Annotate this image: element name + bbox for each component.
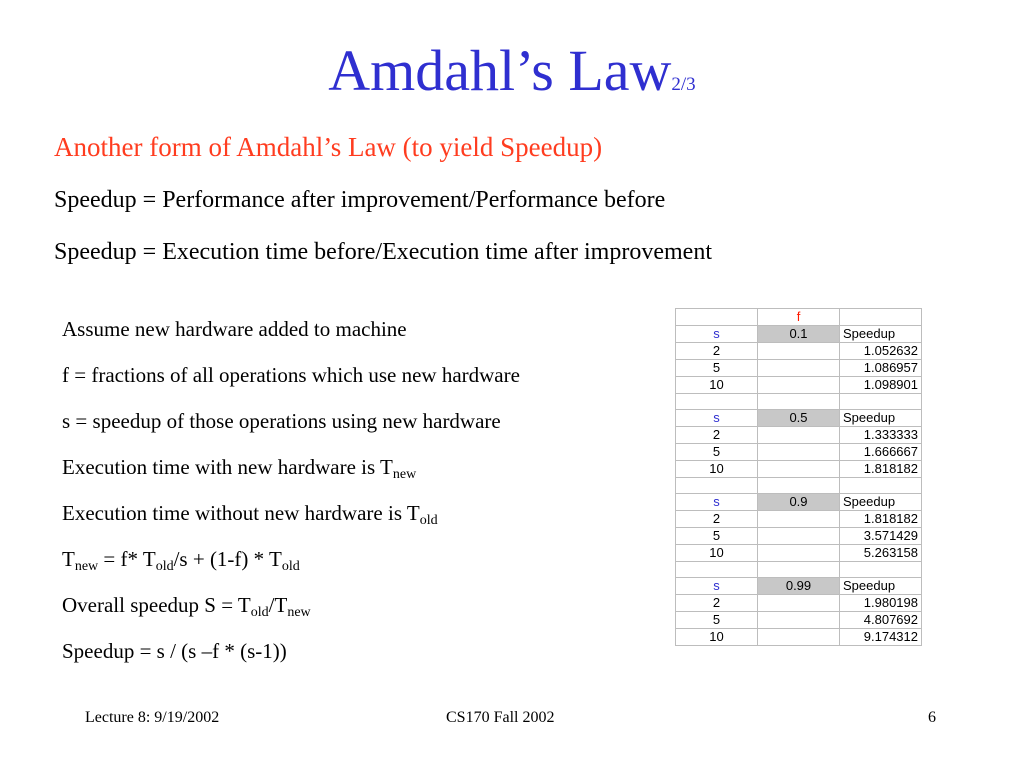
table-cell bbox=[758, 444, 840, 461]
table-cell bbox=[840, 309, 922, 326]
speedup-value-cell: 1.818182 bbox=[840, 511, 922, 528]
speedup-value-cell: 3.571429 bbox=[840, 528, 922, 545]
f-value-cell: 0.9 bbox=[758, 494, 840, 511]
table-row bbox=[676, 612, 922, 629]
s-value-cell: 5 bbox=[676, 444, 758, 461]
table-cell bbox=[840, 478, 922, 494]
s-label-cell: s bbox=[676, 410, 758, 427]
s-value-cell: 10 bbox=[676, 461, 758, 478]
footer-course: CS170 Fall 2002 bbox=[446, 709, 555, 726]
speedup-value-cell: 1.818182 bbox=[840, 461, 922, 478]
s-definition: s = speedup of those operations using new hardware bbox=[62, 409, 501, 433]
table-cell bbox=[758, 427, 840, 444]
s-value-cell: 2 bbox=[676, 595, 758, 612]
table-cell bbox=[758, 377, 840, 394]
assumption-text: Assume new hardware added to machine bbox=[62, 317, 407, 341]
table-cell bbox=[676, 478, 758, 494]
speedup-value-cell: 1.980198 bbox=[840, 595, 922, 612]
table-group-header-row bbox=[676, 326, 922, 343]
speedup-value-cell: 9.174312 bbox=[840, 629, 922, 646]
table-cell bbox=[758, 360, 840, 377]
tnew-definition bbox=[62, 454, 416, 481]
table-row bbox=[676, 595, 922, 612]
s-label-cell: s bbox=[676, 326, 758, 343]
f-value-cell: 0.5 bbox=[758, 410, 840, 427]
s-value-cell: 5 bbox=[676, 528, 758, 545]
table-group-header-row bbox=[676, 494, 922, 511]
s-value-cell: 5 bbox=[676, 360, 758, 377]
table-row bbox=[676, 461, 922, 478]
speedup-label-cell: Speedup bbox=[840, 494, 922, 511]
table-cell bbox=[758, 595, 840, 612]
footer-page-number: 6 bbox=[928, 709, 936, 726]
f-definition: f = fractions of all operations which use new hardware bbox=[62, 363, 520, 387]
table-cell bbox=[840, 394, 922, 410]
speedup-label-cell: Speedup bbox=[840, 326, 922, 343]
s-value-cell: 5 bbox=[676, 612, 758, 629]
table-row bbox=[676, 343, 922, 360]
table-cell bbox=[758, 545, 840, 562]
table-spacer-row bbox=[676, 562, 922, 578]
speedup-value-cell: 1.333333 bbox=[840, 427, 922, 444]
title-page-fraction: 2/3 bbox=[671, 74, 696, 95]
table-row bbox=[676, 377, 922, 394]
speedup-value-cell: 4.807692 bbox=[840, 612, 922, 629]
speedup-label-cell: Speedup bbox=[840, 578, 922, 595]
table-cell bbox=[758, 629, 840, 646]
f-value-cell: 0.99 bbox=[758, 578, 840, 595]
table-row bbox=[676, 629, 922, 646]
speedup-table bbox=[675, 308, 922, 646]
table-cell bbox=[840, 562, 922, 578]
s-label-cell: s bbox=[676, 494, 758, 511]
table-spacer-row bbox=[676, 394, 922, 410]
s-value-cell: 2 bbox=[676, 343, 758, 360]
table-group-header-row bbox=[676, 578, 922, 595]
table-spacer-row bbox=[676, 478, 922, 494]
s-value-cell: 2 bbox=[676, 511, 758, 528]
speedup-value-cell: 5.263158 bbox=[840, 545, 922, 562]
s-value-cell: 10 bbox=[676, 545, 758, 562]
table-cell bbox=[676, 562, 758, 578]
speedup-definition-execution-time: Speedup = Execution time before/Execution time after improvement bbox=[54, 239, 712, 265]
title-main: Amdahl’s Law bbox=[328, 38, 672, 103]
speedup-value-cell: 1.666667 bbox=[840, 444, 922, 461]
table-row bbox=[676, 511, 922, 528]
speedup-value-cell: 1.086957 bbox=[840, 360, 922, 377]
told-text: Execution time without new hardware is T bbox=[62, 501, 420, 525]
speedup-final-formula: Speedup = s / (s –f * (s-1)) bbox=[62, 639, 287, 663]
speedup-value-cell: 1.052632 bbox=[840, 343, 922, 360]
speedup-value-cell: 1.098901 bbox=[840, 377, 922, 394]
table-cell bbox=[758, 478, 840, 494]
f-header-cell: f bbox=[758, 309, 840, 326]
table-cell bbox=[758, 528, 840, 545]
table-cell bbox=[758, 343, 840, 360]
table-cell bbox=[758, 461, 840, 478]
table-header-row bbox=[676, 309, 922, 326]
footer-lecture-date: Lecture 8: 9/19/2002 bbox=[85, 709, 220, 726]
tnew-text: Execution time with new hardware is T bbox=[62, 455, 393, 479]
slide-title bbox=[0, 36, 1024, 120]
s-label-cell: s bbox=[676, 578, 758, 595]
table-cell bbox=[758, 394, 840, 410]
tnew-subscript: new bbox=[392, 467, 417, 482]
overall-speedup-formula: Overall speedup $S = T_{old}/T_{new}$ bbox=[62, 593, 311, 620]
f-value-cell: 0.1 bbox=[758, 326, 840, 343]
table-row bbox=[676, 444, 922, 461]
slide-subtitle: Another form of Amdahl’s Law (to yield Speedup) bbox=[54, 132, 603, 162]
told-subscript: old bbox=[419, 513, 438, 528]
speedup-label-cell: Speedup bbox=[840, 410, 922, 427]
table-cell bbox=[758, 612, 840, 629]
table-row bbox=[676, 360, 922, 377]
s-value-cell: 10 bbox=[676, 377, 758, 394]
speedup-definition-performance: Speedup = Performance after improvement/Performance before bbox=[54, 187, 666, 213]
tnew-formula: $T_{new} = f*$ $T_{old}/s + (1-f) * T_{old}$ bbox=[62, 547, 300, 574]
s-value-cell: 2 bbox=[676, 427, 758, 444]
told-definition bbox=[62, 500, 438, 527]
table-cell bbox=[676, 394, 758, 410]
table-cell bbox=[676, 309, 758, 326]
table-row bbox=[676, 545, 922, 562]
s-value-cell: 10 bbox=[676, 629, 758, 646]
table-row bbox=[676, 427, 922, 444]
table-cell bbox=[758, 562, 840, 578]
table-group-header-row bbox=[676, 410, 922, 427]
table-row bbox=[676, 528, 922, 545]
table-cell bbox=[758, 511, 840, 528]
